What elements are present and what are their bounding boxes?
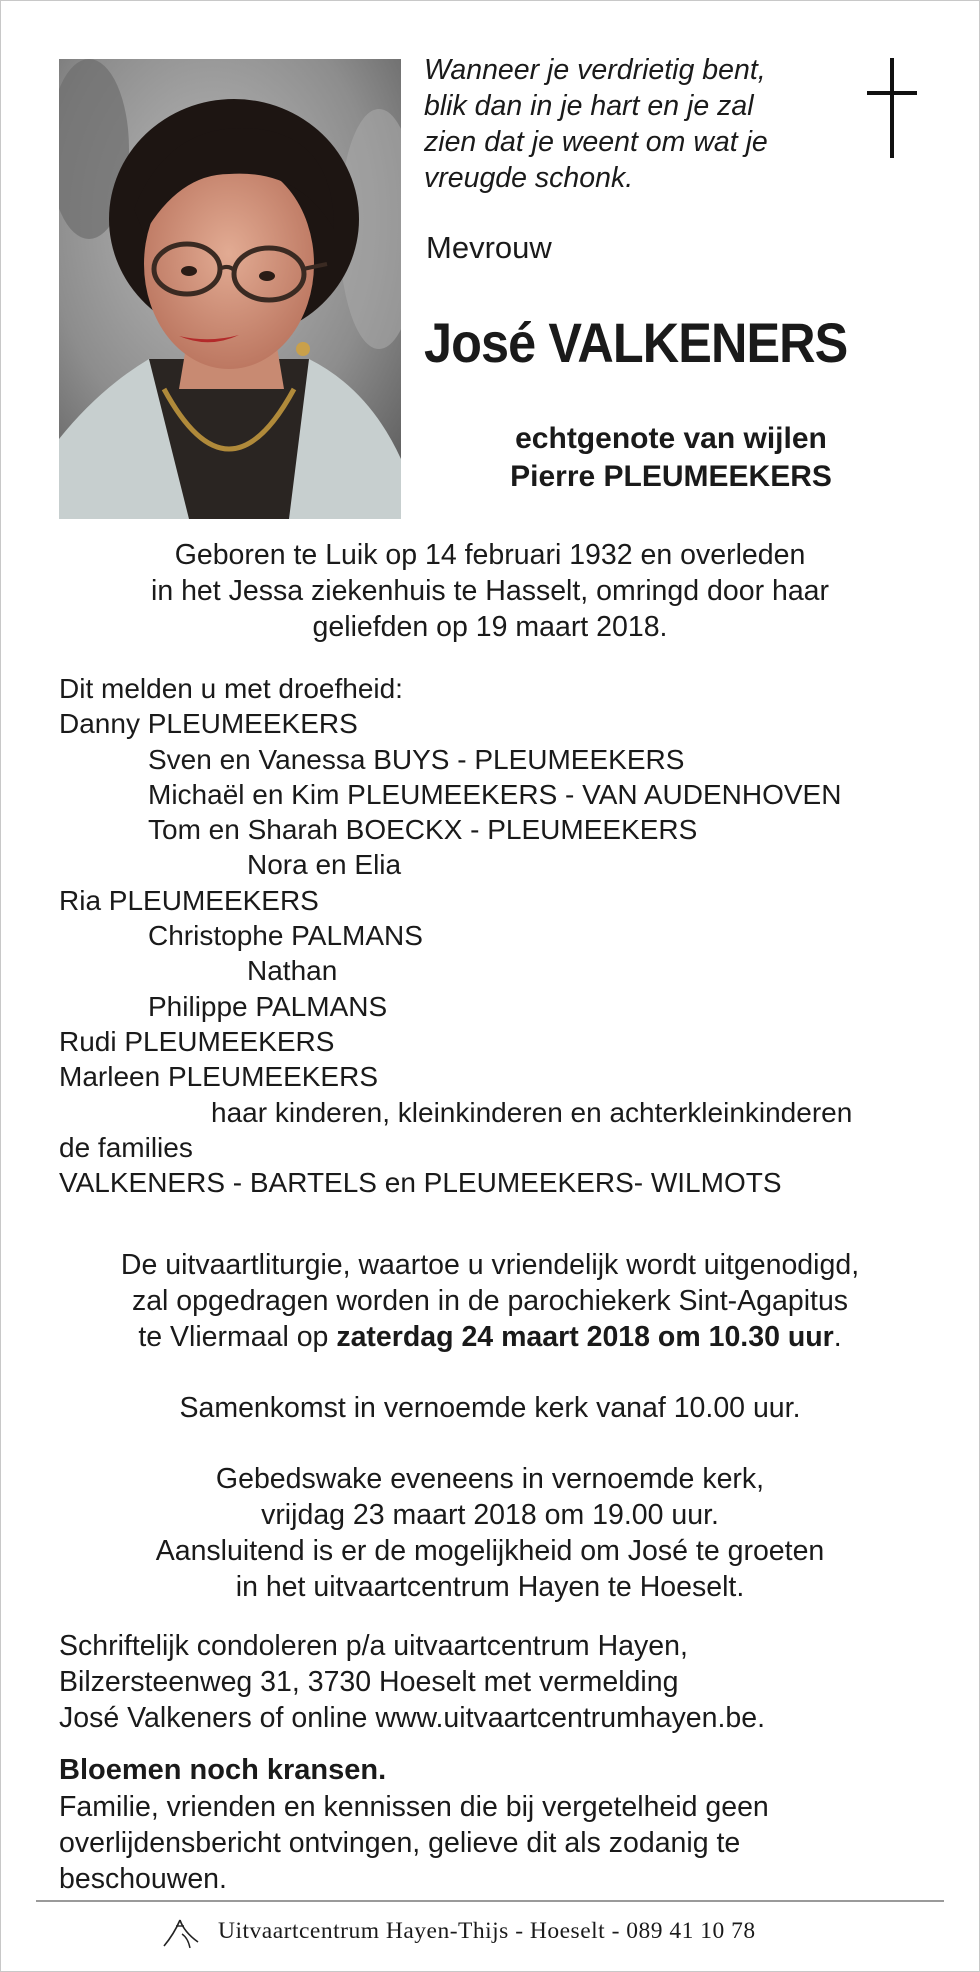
birth-line: in het Jessa ziekenhuis te Hasselt, omringd door haar — [150, 575, 830, 607]
condolences-info — [59, 1628, 939, 1736]
honorific: Mevrouw — [426, 230, 552, 265]
funeral-home-logo — [160, 1912, 204, 1952]
poem — [424, 52, 844, 196]
mourner-line: de families — [59, 1131, 193, 1163]
birth-line: Geboren te Luik op 14 februari 1932 en overleden — [174, 539, 806, 571]
birth-death-info — [59, 537, 921, 645]
mourner-line: Michaël en Kim PLEUMEEKERS - VAN AUDENHOVEN — [148, 778, 842, 810]
mourner-line: Nora en Elia — [247, 849, 402, 881]
mourner-line: Christophe PALMANS — [148, 920, 423, 952]
poem-line: vreugde schonk. — [424, 162, 634, 194]
footer-divider — [36, 1900, 944, 1902]
vigil-line: Gebedswake eveneens in vernoemde kerk, — [215, 1463, 765, 1495]
vigil-info — [59, 1461, 921, 1605]
condolence-line: Bilzersteenweg 31, 3730 Hoeselt met vermelding — [59, 1666, 679, 1698]
mourner-line: Rudi PLEUMEEKERS — [59, 1025, 335, 1057]
mourner-line: Marleen PLEUMEEKERS — [59, 1061, 379, 1093]
spouse-line: echtgenote van wijlen — [515, 422, 827, 455]
flowers-line: Familie, vrienden en kennissen die bij vergetelheid geen — [59, 1791, 769, 1823]
mourners-list — [59, 671, 939, 1200]
flowers-line: overlijdensbericht ontvingen, gelieve dit als zodanig te — [59, 1827, 741, 1859]
condolence-line: José Valkeners of online www.uitvaartcentrumhayen.be. — [59, 1702, 766, 1734]
mourner-line: Sven en Vanessa BUYS - PLEUMEEKERS — [148, 743, 685, 775]
vigil-line: Aansluitend is er de mogelijkheid om José te groeten — [155, 1535, 825, 1567]
poem-line: zien dat je weent om wat je — [424, 126, 768, 158]
vigil-line: in het uitvaartcentrum Hayen te Hoeselt. — [235, 1571, 745, 1603]
mourners-intro: Dit melden u met droefheid: — [59, 673, 403, 704]
spouse-line: Pierre PLEUMEEKERS — [510, 460, 832, 493]
mourner-line: VALKENERS - BARTELS en PLEUMEEKERS- WILMOTS — [59, 1167, 782, 1199]
mourner-line: Ria PLEUMEEKERS — [59, 884, 319, 916]
deceased-name: José VALKENERS — [424, 311, 848, 374]
cross-icon — [862, 58, 922, 158]
footer — [0, 1912, 980, 1952]
mourner-line: Tom en Sharah BOECKX - PLEUMEEKERS — [148, 814, 698, 846]
footer-contact: Uitvaartcentrum Hayen-Thijs - Hoeselt - 089 41 10 78 — [218, 1918, 756, 1944]
birth-line: geliefden op 19 maart 2018. — [312, 611, 668, 643]
poem-line: Wanneer je verdrietig bent, — [424, 54, 766, 86]
condolence-line: Schriftelijk condoleren p/a uitvaartcentrum Hayen, — [59, 1630, 688, 1662]
mourner-line: Philippe PALMANS — [148, 990, 388, 1022]
flowers-heading: Bloemen noch kransen. — [59, 1754, 387, 1786]
portrait-photo — [59, 59, 401, 519]
flowers-line: beschouwen. — [59, 1863, 227, 1895]
ceremony-line: De uitvaartliturgie, waartoe u vriendelijk wordt uitgenodigd, — [120, 1249, 860, 1281]
flowers-notice — [59, 1789, 939, 1897]
ceremony-line — [59, 1319, 921, 1355]
mourner-line: Nathan — [247, 955, 338, 987]
ceremony-line: zal opgedragen worden in de parochiekerk Sint-Agapitus — [131, 1285, 849, 1317]
mourner-line: Danny PLEUMEEKERS — [59, 708, 358, 740]
ceremony-prefix: te Vliermaal op — [138, 1321, 337, 1353]
gathering-info: Samenkomst in vernoemde kerk vanaf 10.00 uur. — [179, 1392, 801, 1424]
ceremony-suffix: . — [833, 1321, 842, 1353]
funeral-ceremony-info — [59, 1247, 921, 1355]
vigil-line: vrijdag 23 maart 2018 om 19.00 uur. — [261, 1499, 719, 1531]
poem-line: blik dan in je hart en je zal — [424, 90, 754, 122]
spouse-info — [424, 420, 918, 496]
mourner-line: haar kinderen, kleinkinderen en achterkleinkinderen — [211, 1096, 853, 1128]
ceremony-datetime: zaterdag 24 maart 2018 om 10.30 uur — [336, 1321, 834, 1353]
